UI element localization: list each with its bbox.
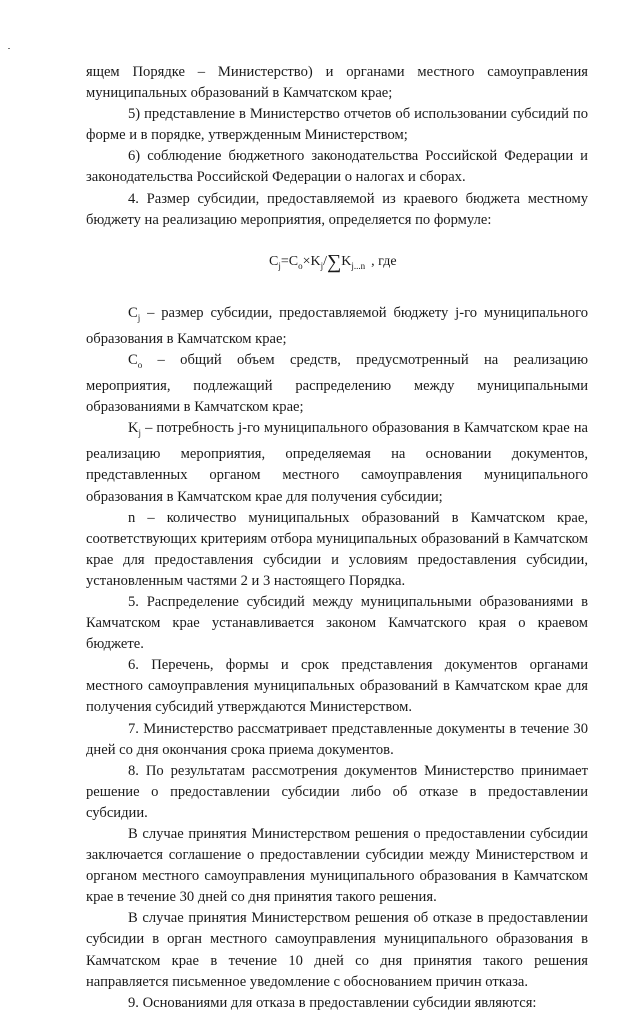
document-page — [86, 62, 588, 1014]
definition-co: $C_o$ – общий объем средств, предусмотренный на реализацию мероприятия, подлежащий распределению между муниципальными образованиями в Камчатском крае; — [86, 351, 588, 416]
paragraph-approval: В случае принятия Министерством решения о предоставлении субсидии заключается соглашение о предоставлении субсидии между Министерством и органом местного самоуправления муниципального образования в Камчатском крае в течение 30 дней со дня принятия такого решения. — [86, 826, 588, 906]
definition-cj: $C_j$ – размер субсидии, предоставляемой бюджету j-го муниципального образования в Камчатском крае; — [86, 304, 588, 347]
paragraph-section-5: 5. Распределение субсидий между муниципальными образованиями в Камчатском крае устанавливается законом Камчатского края о краевом бюджете. — [86, 593, 588, 653]
definition-n: n – количество муниципальных образований в Камчатском крае, соответствующих критериям отбора муниципальных образований в Камчатском крае для предоставления субсидии и условиям предоставления субсидии, установленным частями 2 и 3 настоящего Порядка. — [86, 509, 588, 589]
paragraph-section-7: 7. Министерство рассматривает представленные документы в течение 30 дней со дня окончания срока приема документов. — [86, 720, 588, 758]
paragraph-section-9: 9. Основаниями для отказа в предоставлении субсидии являются: — [128, 994, 537, 1011]
formula-div: / — [323, 253, 328, 269]
paragraph-section-8: 8. По результатам рассмотрения документов Министерство принимает решение о предоставлении субсидии либо об отказе в предоставлении субсидии. — [86, 762, 588, 821]
paragraph-continuation: ящем Порядке – Министерство) и органами местного самоуправления муниципальных образований в Камчатском крае; — [86, 64, 588, 102]
formula-sum-k: K — [341, 253, 352, 269]
scan-mark — [8, 48, 10, 49]
paragraph-item-6: 6) соблюдение бюджетного законодательства Российской Федерации и законодательства Российской Федерации о налогах и сборах. — [86, 148, 588, 186]
definition-kj: $K_j$ – потребность j-го муниципального образования в Камчатском крае на реализацию мероприятия, определяемая на основании документов, представленных органом местного самоуправления муниципального образования в Камчатском крае для получения субсидии; — [86, 420, 588, 505]
formula-sum-sub: j...n — [351, 260, 366, 271]
formula-c0-sub: o — [298, 260, 303, 271]
formula-eq: =C — [280, 253, 299, 269]
paragraph-refusal: В случае принятия Министерством решения об отказе в предоставлении субсидии в орган местного самоуправления муниципального образования в Камчатском крае в течение 10 дней со дня принятия такого решения направляется письменное уведомление с обоснованием причин отказа. — [86, 910, 588, 990]
formula-lhs: C — [269, 253, 279, 269]
paragraph-section-6: 6. Перечень, формы и срок представления документов органами местного самоуправления муниципальных образований в Камчатском крае для получения субсидий утверждаются Министерством. — [86, 657, 588, 716]
formula-lhs-sub: j — [278, 260, 281, 271]
sum-symbol: ∑ — [327, 250, 342, 273]
formula-times: ×K — [302, 253, 321, 269]
paragraph-item-5: 5) представление в Министерство отчетов об использовании субсидий по форме и в порядке, утвержденным Министерством; — [86, 106, 588, 144]
formula-k-sub: j — [320, 260, 324, 271]
paragraph-section-4: 4. Размер субсидии, предоставляемой из краевого бюджета местному бюджету на реализацию мероприятия, определяется по формуле: — [86, 190, 588, 228]
formula-where: , где — [371, 253, 397, 269]
subsidy-formula — [86, 233, 588, 293]
